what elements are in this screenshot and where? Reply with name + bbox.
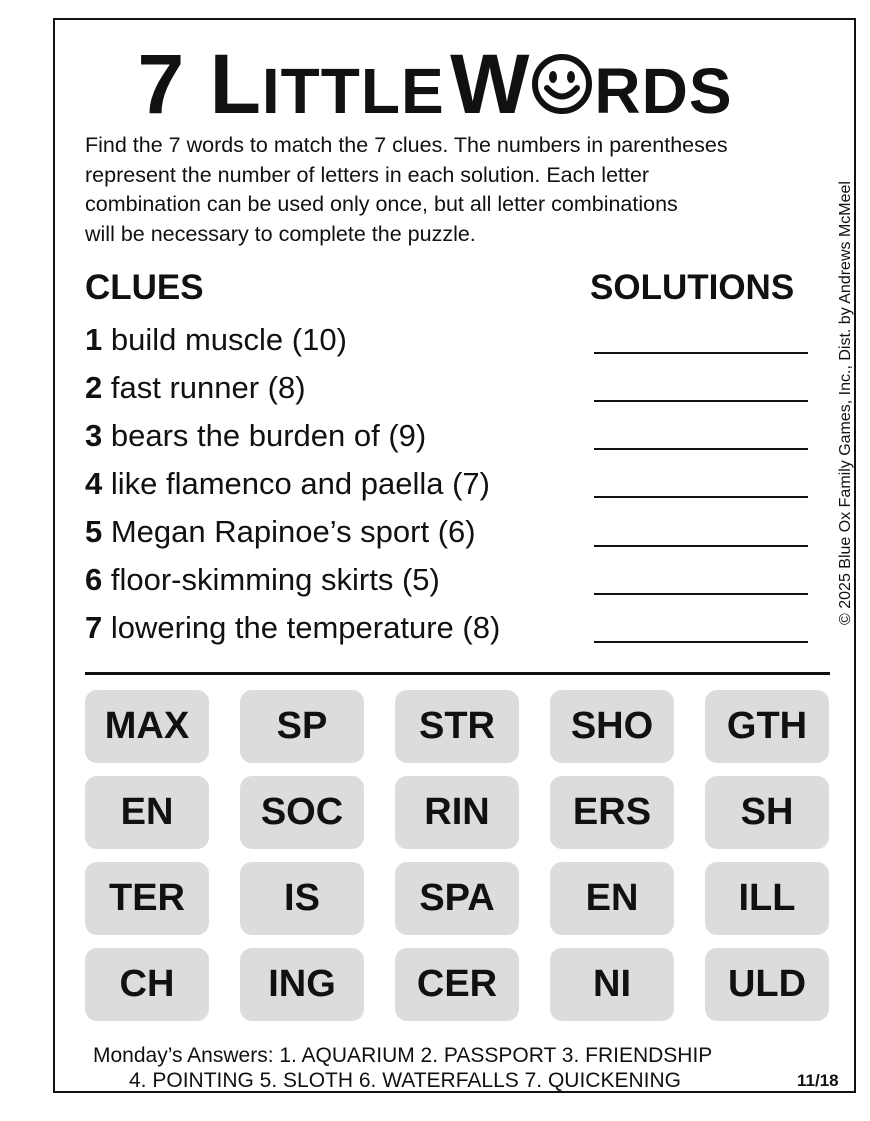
solution-blank-3[interactable]: [594, 448, 808, 450]
clue-text: fast runner (8): [102, 370, 306, 405]
title-rds: RDS: [594, 55, 733, 127]
answers-line-1: Monday’s Answers: 1. AQUARIUM 2. PASSPORT 3. FRIENDSHIP: [93, 1044, 713, 1067]
instructions-line: will be necessary to complete the puzzle.: [85, 221, 476, 246]
clue-6: [85, 562, 440, 598]
clue-text: bears the burden of (9): [102, 418, 427, 453]
clue-number: 7: [85, 610, 103, 645]
letter-tile[interactable]: CH: [85, 948, 209, 1021]
clue-text: lowering the temperature (8): [102, 610, 501, 645]
clue-text: Megan Rapinoe’s sport (6): [102, 514, 476, 549]
clue-text: build muscle (10): [102, 322, 347, 357]
letter-tile[interactable]: ULD: [705, 948, 829, 1021]
letter-tile[interactable]: ING: [240, 948, 364, 1021]
letter-tile[interactable]: SPA: [395, 862, 519, 935]
letter-tile[interactable]: SP: [240, 690, 364, 763]
clue-4: [85, 466, 490, 502]
clue-7: [85, 610, 500, 646]
letter-tile[interactable]: IS: [240, 862, 364, 935]
solution-blank-5[interactable]: [594, 545, 808, 547]
letter-tile[interactable]: EN: [550, 862, 674, 935]
puzzle-date: 11/18: [797, 1071, 839, 1090]
smiley-face-icon: [531, 53, 593, 115]
clue-1: [85, 322, 347, 358]
instructions-line: represent the number of letters in each solution. Each letter: [85, 162, 650, 187]
letter-tile[interactable]: GTH: [705, 690, 829, 763]
title-letter-w: W: [450, 37, 531, 131]
instructions: [85, 131, 835, 249]
title-letter-l: L: [209, 37, 262, 131]
letter-tile[interactable]: ERS: [550, 776, 674, 849]
clue-number: 1: [85, 322, 103, 357]
clue-text: like flamenco and paella (7): [102, 466, 490, 501]
letter-tile[interactable]: MAX: [85, 690, 209, 763]
clue-number: 6: [85, 562, 103, 597]
letter-tile[interactable]: NI: [550, 948, 674, 1021]
answers-line-2: 4. POINTING 5. SLOTH 6. WATERFALLS 7. QUICKENING: [129, 1069, 681, 1092]
letter-tile[interactable]: TER: [85, 862, 209, 935]
solution-blank-7[interactable]: [594, 641, 808, 643]
title-number: 7: [137, 37, 210, 131]
clue-2: [85, 370, 306, 406]
solutions-heading: SOLUTIONS: [590, 268, 795, 307]
clue-text: floor-skimming skirts (5): [102, 562, 440, 597]
letter-tile[interactable]: CER: [395, 948, 519, 1021]
letter-tile[interactable]: STR: [395, 690, 519, 763]
solution-blank-6[interactable]: [594, 593, 808, 595]
clue-number: 5: [85, 514, 103, 549]
clues-heading: CLUES: [85, 268, 204, 307]
divider: [85, 672, 830, 675]
clue-3: [85, 418, 426, 454]
copyright-credit: © 2025 Blue Ox Family Games, Inc., Dist. by Andrews McMeel: [837, 181, 854, 625]
letter-tile[interactable]: ILL: [705, 862, 829, 935]
clue-number: 3: [85, 418, 103, 453]
solution-blank-1[interactable]: [594, 352, 808, 354]
instructions-line: Find the 7 words to match the 7 clues. The numbers in parentheses: [85, 133, 728, 157]
clue-5: [85, 514, 476, 550]
solution-blank-2[interactable]: [594, 400, 808, 402]
letter-tile[interactable]: EN: [85, 776, 209, 849]
letter-tile[interactable]: RIN: [395, 776, 519, 849]
previous-answers: [93, 1043, 712, 1093]
title-ittle: ITTLE: [261, 55, 445, 127]
letter-tile[interactable]: SHO: [550, 690, 674, 763]
clue-number: 4: [85, 466, 103, 501]
letter-tile[interactable]: SH: [705, 776, 829, 849]
instructions-line: combination can be used only once, but all letter combinations: [85, 192, 678, 216]
letter-tile[interactable]: SOC: [240, 776, 364, 849]
page-title: [0, 36, 870, 133]
clue-number: 2: [85, 370, 103, 405]
solution-blank-4[interactable]: [594, 496, 808, 498]
